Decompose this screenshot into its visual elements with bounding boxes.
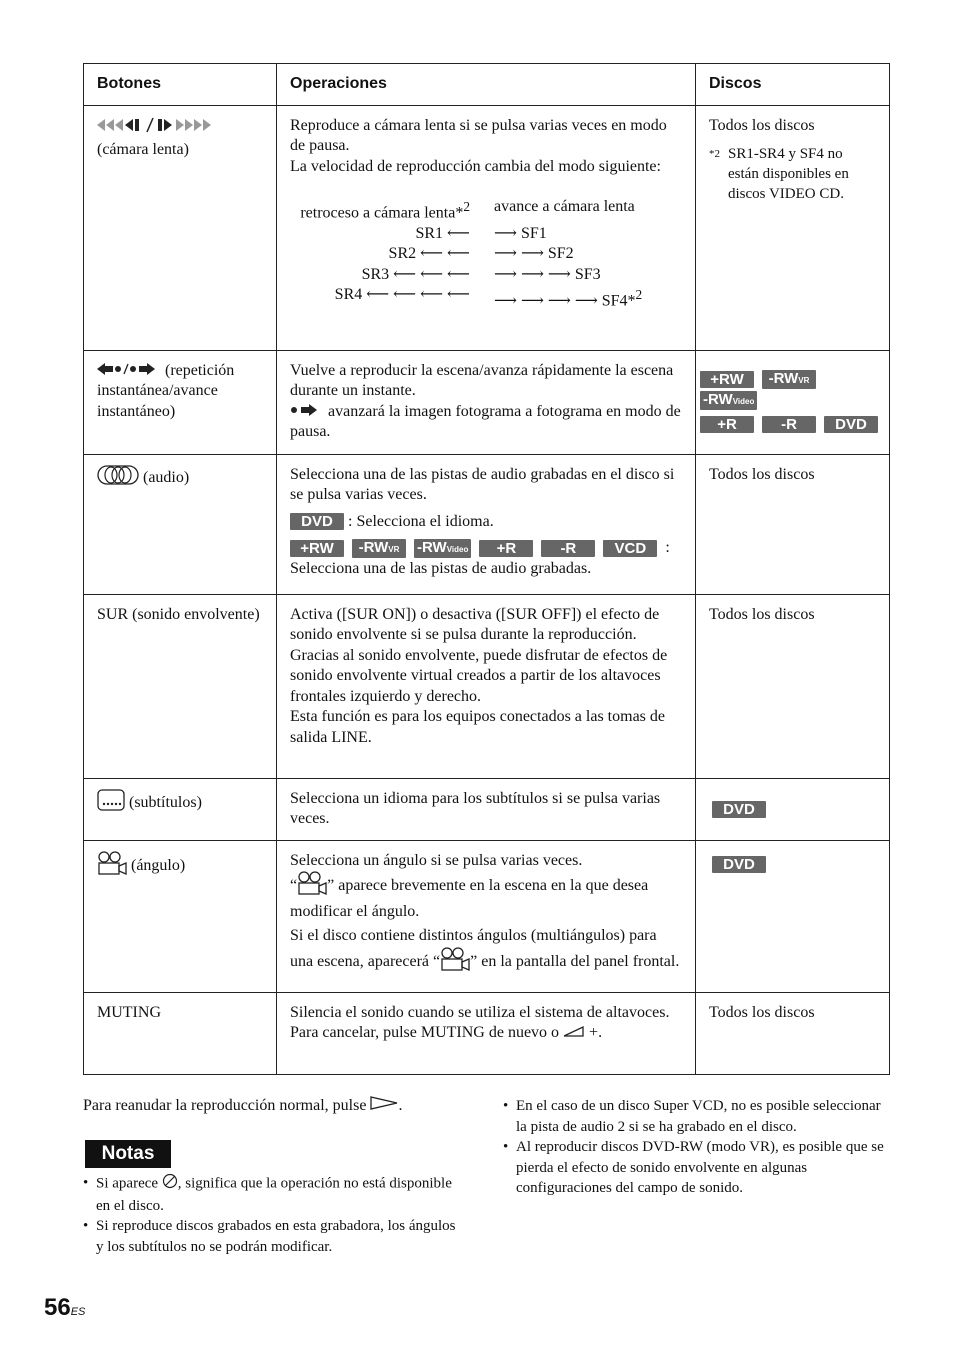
badge-plus-rw: +RW (290, 540, 344, 557)
button-cell (84, 350, 277, 454)
slow-speed-diagram (290, 197, 683, 312)
badge-plus-rw: +RW (700, 371, 754, 388)
sur-op-text: Activa ([SUR ON]) o desactiva ([SUR OFF]) el efecto de sonido envolvente si se pulsa durante la reproducción. Gracias al sonido envolvente, puede disfrutar de efectos de sonido envolvente virtual creados a partir de los altavoces frontales izquierdo y derecho. (290, 605, 668, 705)
discs-cell (696, 840, 890, 992)
button-cell (84, 840, 277, 992)
notes-heading: Notas (85, 1140, 171, 1168)
instant-replay-label: (repetición instantánea/avance instantáneo) (97, 361, 235, 420)
slow-reverse-1: SR1 ⟵ (415, 224, 470, 242)
audio-icon (97, 465, 139, 492)
audio-badges-line: +RW -RWVR -RWVideo +R -R VCD : (290, 538, 683, 559)
badge-minus-rw-vr: -RWVR (352, 539, 406, 558)
discs-cell: Todos los discos (696, 992, 890, 1074)
slow-forward-1: ⟶ SF1 (494, 224, 547, 242)
operation-cell (277, 105, 696, 350)
discs-cell (696, 105, 890, 350)
button-cell (84, 105, 277, 350)
replay-op-text2: avanzará la imagen fotograma a fotograma en modo de pausa. (290, 402, 681, 441)
badge-minus-rw-video: -RWVideo (700, 391, 757, 410)
angle-icon (440, 947, 470, 978)
badge-minus-r: -R (762, 416, 816, 433)
angle-icon (297, 871, 327, 902)
slow-forward-2: ⟶ ⟶ SF2 (494, 245, 574, 263)
list-item: • Al reproducir discos DVD-RW (modo VR), es posible que se pierda el efecto de sonido envolvente en algunas configuraciones del campo de sonido. (503, 1137, 889, 1199)
header-operations: Operaciones (277, 64, 696, 106)
list-item: • Si reproduce discos grabados en esta grabadora, los ángulos y los subtítulos no se podrán modificar. (83, 1216, 463, 1257)
replay-op-text: Vuelve a reproducir la escena/avanza rápidamente la escena durante un instante. (290, 361, 674, 399)
button-cell (84, 778, 277, 840)
discs-cell (696, 350, 890, 454)
audio-label: (audio) (143, 468, 190, 486)
table-row (84, 778, 890, 840)
badge-plus-r: +R (700, 416, 754, 433)
badge-dvd: DVD (824, 416, 878, 433)
angle-label: (ángulo) (131, 856, 186, 874)
slow-forward-header: avance a cámara lenta (494, 198, 635, 215)
operation-cell (277, 840, 696, 992)
slow-reverse-3: SR3 ⟵ ⟵ ⟵ (361, 265, 470, 283)
slow-op-text: Reproduce a cámara lenta si se pulsa varias veces en modo de pausa. (290, 116, 667, 154)
badge-minus-rw-video: -RWVideo (414, 539, 471, 558)
table-row (84, 594, 890, 778)
operation-cell (277, 594, 696, 778)
instant-advance-icon (290, 402, 324, 423)
discs-cell: Todos los discos (696, 594, 890, 778)
disc-badges-row1 (700, 369, 885, 410)
discs-cell: Todos los discos (696, 454, 890, 594)
page-number: $56^{ES}$ (44, 1294, 86, 1321)
discs-all: Todos los discos (709, 116, 815, 134)
disc-badges-row2 (700, 414, 885, 435)
badge-dvd: DVD (290, 513, 344, 530)
slow-op-text2: La velocidad de reproducción cambia del modo siguiente: (290, 157, 661, 175)
table-row (84, 992, 890, 1074)
operation-cell: Silencia el sonido cuando se utiliza el sistema de altavoces. Para cancelar, pulse MUTING de nuevo o +. (277, 992, 696, 1074)
angle-icon (97, 851, 127, 882)
angle-op-text-a: Selecciona un ángulo si se pulsa varias veces. (290, 851, 583, 869)
play-icon (370, 1096, 398, 1117)
button-cell (84, 454, 277, 594)
instant-replay-advance-icon (97, 361, 161, 382)
table-row (84, 105, 890, 350)
volume-icon (563, 1023, 585, 1044)
table-row (84, 350, 890, 454)
table-row (84, 454, 890, 594)
badge-vcd: VCD (603, 540, 657, 557)
button-cell: SUR (sonido envolvente) (84, 594, 277, 778)
badge-dvd: DVD (712, 801, 766, 818)
resume-instruction: Para reanudar la reproducción normal, pulse . (83, 1096, 402, 1117)
table-header-row (84, 64, 890, 106)
discs-cell (696, 778, 890, 840)
notes-right-list (503, 1096, 889, 1199)
slow-motion-icon (97, 116, 264, 141)
operation-cell (277, 350, 696, 454)
slow-footnote: *2 SR1-SR4 y SF4 no están disponibles en discos VIDEO CD. (709, 146, 849, 202)
badge-dvd: DVD (712, 856, 766, 873)
list-item: • En el caso de un disco Super VCD, no es posible seleccionar la pista de audio 2 si se ha grabado en el disco. (503, 1096, 889, 1137)
table-row (84, 840, 890, 992)
audio-badges-text: Selecciona una de las pistas de audio grabadas. (290, 559, 592, 577)
subtitle-label: (subtítulos) (129, 793, 202, 811)
prohibited-icon (162, 1173, 178, 1196)
slow-forward-3: ⟶ ⟶ ⟶ SF3 (494, 265, 601, 283)
angle-op-text-b: “ ” aparece brevemente en la escena en la que desea modificar el ángulo. (290, 871, 683, 922)
list-item: • Si aparece , significa que la operación no está disponible en el disco. (83, 1173, 463, 1216)
header-buttons: Botones (84, 64, 277, 106)
angle-op-text-c: Si el disco contiene distintos ángulos (multiángulos) para una escena, aparecerá “ ” en la pantalla del panel frontal. (290, 926, 683, 977)
badge-minus-r: -R (541, 540, 595, 557)
button-cell: MUTING (84, 992, 277, 1074)
audio-op-text: Selecciona una de las pistas de audio grabadas en el disco si se pulsa varias veces. (290, 465, 675, 503)
operation-cell: Selecciona un idioma para los subtítulos si se pulsa varias veces. (277, 778, 696, 840)
slow-reverse-2: SR2 ⟵ ⟵ (388, 245, 470, 263)
operation-cell (277, 454, 696, 594)
slow-forward-4: ⟶ ⟶ ⟶ ⟶ SF4*$^2$ (494, 287, 643, 310)
notes-left-list (83, 1173, 463, 1257)
badge-minus-rw-vr: -RWVR (762, 370, 816, 389)
audio-dvd-line: DVD : Selecciona el idioma. (290, 512, 683, 533)
sur-op-text2: Esta función es para los equipos conectados a las tomas de salida LINE. (290, 708, 665, 746)
slow-motion-label: (cámara lenta) (97, 141, 189, 158)
subtitle-icon (97, 789, 125, 818)
operations-table (83, 63, 890, 1075)
slow-reverse-header: retroceso a cámara lenta*$^2$ (300, 199, 470, 222)
header-discs: Discos (696, 64, 890, 106)
badge-plus-r: +R (479, 540, 533, 557)
slow-reverse-4: SR4 ⟵ ⟵ ⟵ ⟵ (334, 286, 470, 304)
